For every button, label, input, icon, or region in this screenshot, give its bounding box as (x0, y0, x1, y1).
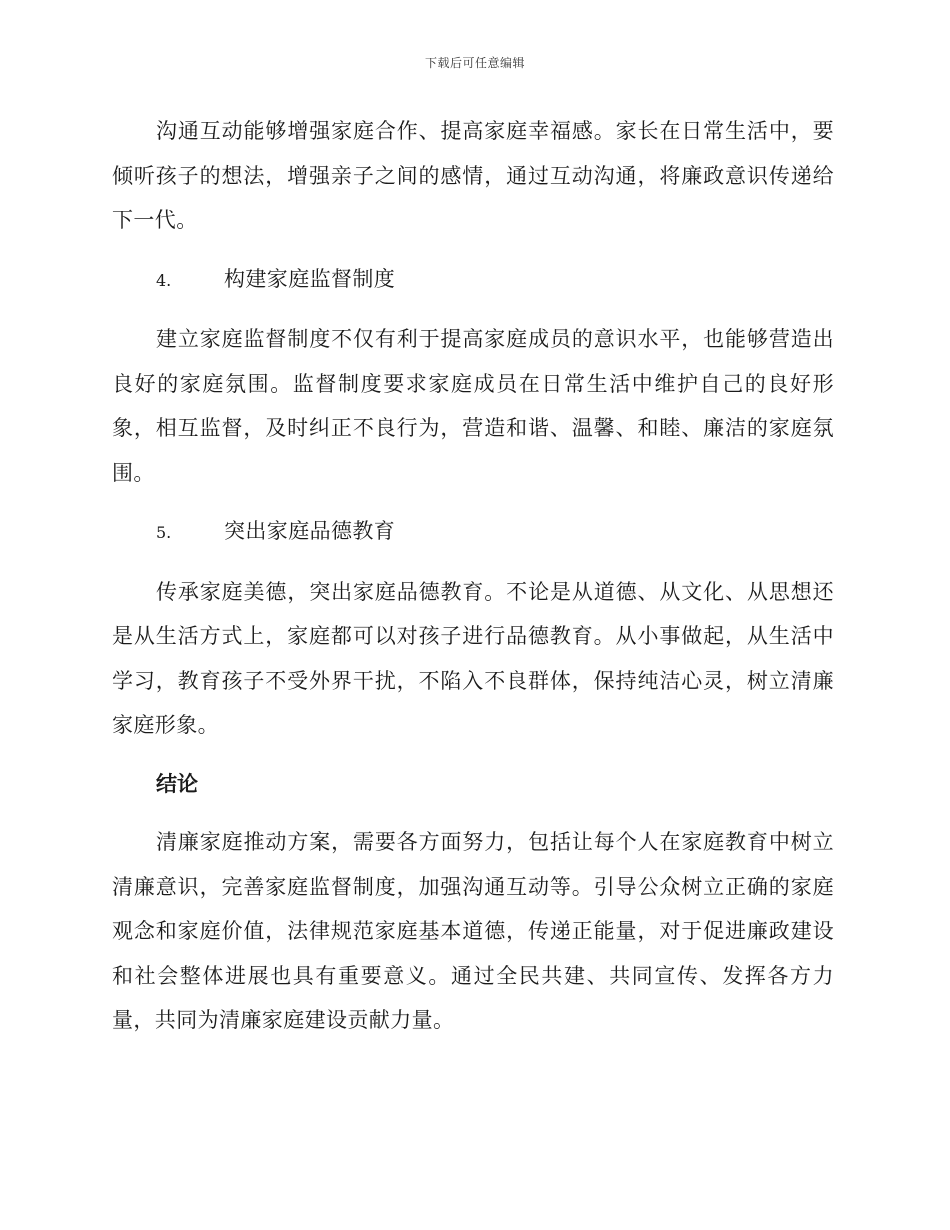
paragraph-moral-education: 传承家庭美德，突出家庭品德教育。不论是从道德、从文化、从思想还是从生活方式上，家庭都可以对孩子进行品德教育。从小事做起，从生活中学习，教育孩子不受外界干扰，不陷入不良群体，保持纯洁心灵，树立清廉家庭形象。 (112, 579, 834, 737)
heading-number: 4. (156, 270, 172, 290)
heading-title: 构建家庭监督制度 (224, 266, 396, 291)
document-body (112, 109, 834, 1057)
numbered-heading-5 (112, 509, 834, 556)
conclusion-heading: 结论 (156, 771, 198, 796)
paragraph-supervision: 建立家庭监督制度不仅有利于提高家庭成员的意识水平，也能够营造出良好的家庭氛围。监督制度要求家庭成员在日常生活中维护自己的良好形象，相互监督，及时纠正不良行为，营造和谐、温馨、和睦、廉洁的家庭氛围。 (112, 327, 834, 485)
page-header: 下载后可任意编辑 (424, 56, 525, 70)
paragraph-conclusion: 清廉家庭推动方案，需要各方面努力，包括让每个人在家庭教育中树立清廉意识，完善家庭监督制度，加强沟通互动等。引导公众树立正确的家庭观念和家庭价值，法律规范家庭基本道德，传递正能量，对于促进廉政建设和社会整体进展也具有重要意义。通过全民共建、共同宣传、发挥各方力量，共同为清廉家庭建设贡献力量。 (112, 830, 834, 1032)
heading-title: 突出家庭品德教育 (224, 519, 396, 543)
paragraph-communication: 沟通互动能够增强家庭合作、提高家庭幸福感。家长在日常生活中，要倾听孩子的想法，增强亲子之间的感情，通过互动沟通，将廉政意识传递给下一代。 (112, 119, 834, 232)
numbered-heading-4 (112, 257, 834, 304)
heading-number: 5. (156, 523, 172, 542)
